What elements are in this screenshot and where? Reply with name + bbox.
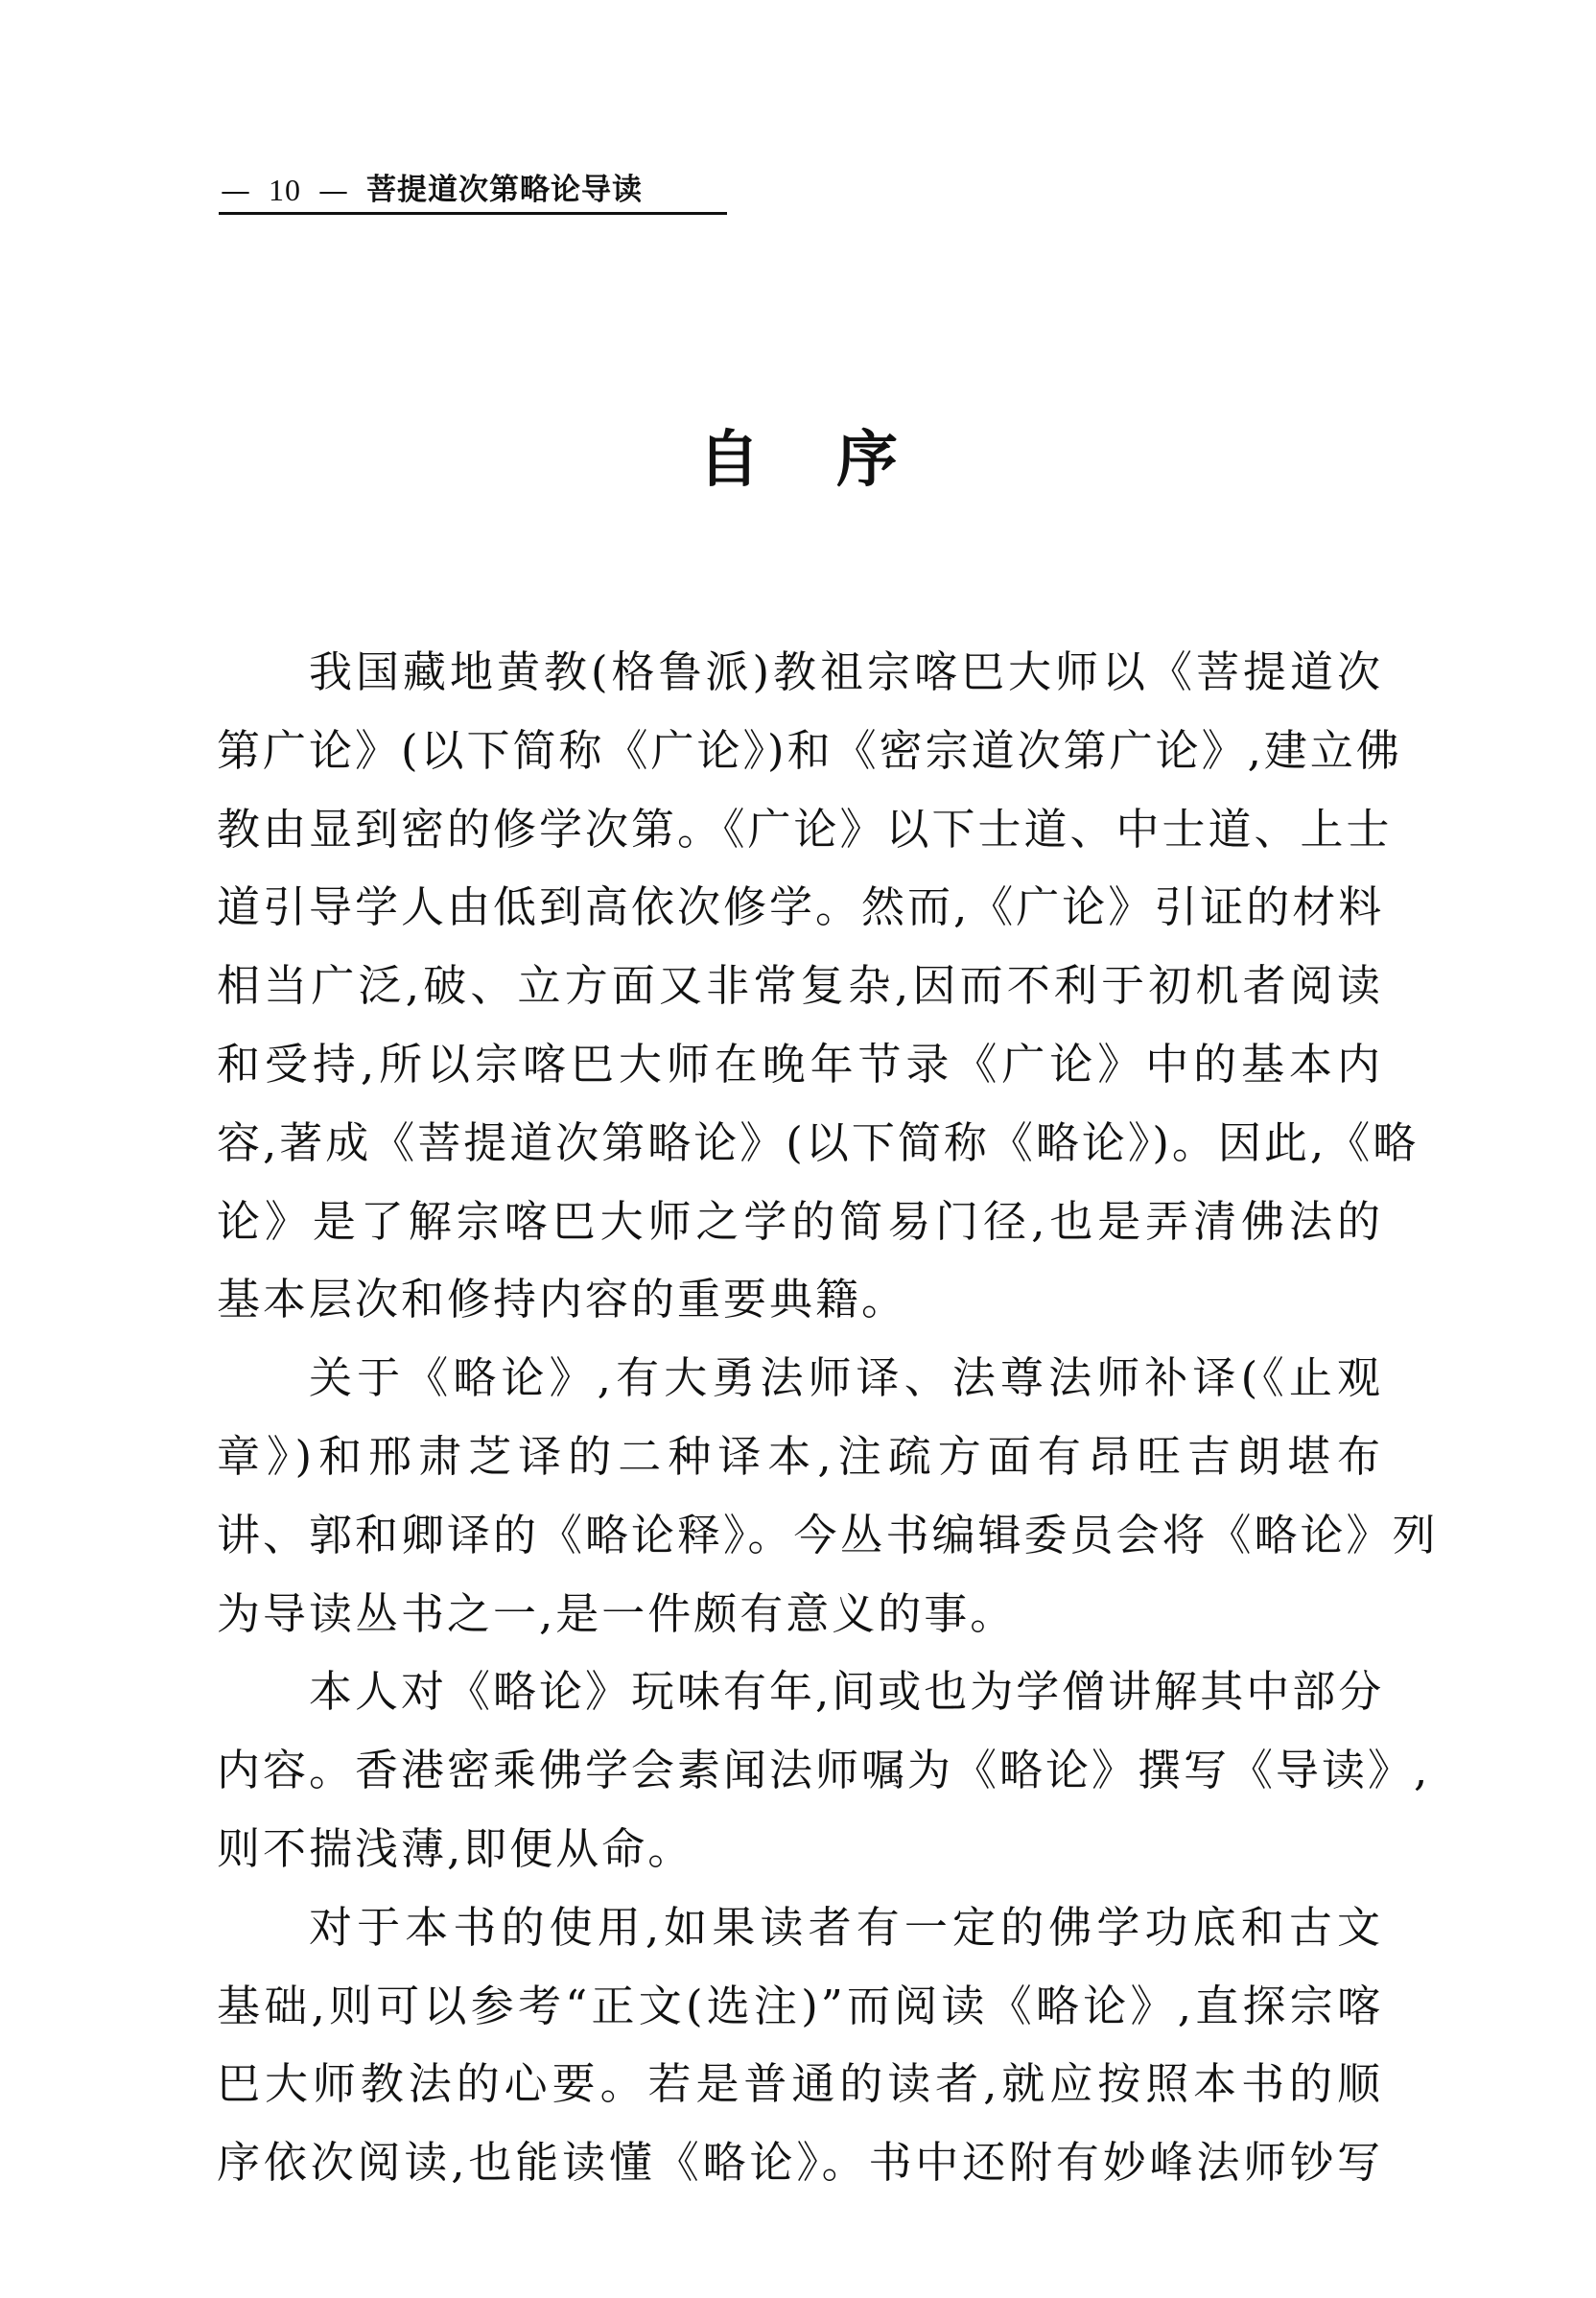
paragraph-line: 第广论》(以下简称《广论》)和《密宗道次第广论》,建立佛 <box>217 724 1402 776</box>
paragraph-line: 我国藏地黄教(格鲁派)教祖宗喀巴大师以《菩提道次 <box>309 646 1383 697</box>
paragraph-line: 序依次阅读,也能读懂《略论》。书中还附有妙峰法师钞写 <box>217 2137 1383 2189</box>
paragraph-line: 为导读丛书之一,是一件颇有意义的事。 <box>217 1587 1017 1639</box>
paragraph-line: 相当广泛,破、立方面又非常复杂,因而不利于初机者阅读 <box>217 960 1383 1012</box>
header-dash-right: — <box>318 174 349 208</box>
paragraph-line: 和受持,所以宗喀巴大师在晚年节录《广论》中的基本内 <box>217 1038 1383 1090</box>
paragraph-line: 对于本书的使用,如果读者有一定的佛学功底和古文 <box>309 1901 1383 1953</box>
chapter-title-char-1: 自 <box>698 424 760 496</box>
paragraph-line: 基本层次和修持内容的重要典籍。 <box>217 1274 908 1325</box>
paragraph-line: 关于《略论》,有大勇法师译、法尊法师补译(《止观 <box>309 1352 1383 1404</box>
paragraph-line: 容,著成《菩提道次第略论》(以下简称《略论》)。因此,《略 <box>217 1116 1420 1168</box>
paragraph-line: 则不揣浅薄,即便从命。 <box>217 1822 694 1874</box>
paragraph-line: 讲、郭和卿译的《略论释》。今丛书编辑委员会将《略论》列 <box>217 1509 1439 1560</box>
running-header <box>219 169 727 215</box>
paragraph-line: 内容。香港密乘佛学会素闻法师嘱为《略论》撰写《导读》, <box>217 1745 1431 1796</box>
header-dash-left: — <box>221 174 251 208</box>
paragraph-line: 章》)和邢肃芝译的二种译本,注疏方面有昂旺吉朗堪布 <box>217 1430 1383 1482</box>
chapter-title <box>0 410 1596 499</box>
body-text <box>217 633 1439 2202</box>
page-number: 10 <box>269 173 301 207</box>
chapter-title-char-2: 序 <box>836 424 898 496</box>
paragraph-line: 道引导学人由低到高依次修学。然而,《广论》引证的材料 <box>217 881 1385 933</box>
paragraph-line: 本人对《略论》玩味有年,间或也为学僧讲解其中部分 <box>309 1666 1385 1718</box>
paragraph-line: 教由显到密的修学次第。《广论》以下士道、中士道、上士 <box>217 803 1393 855</box>
paragraph-line: 巴大师教法的心要。若是普通的读者,就应按照本书的顺 <box>217 2058 1383 2110</box>
paragraph-line: 论》是了解宗喀巴大师之学的简易门径,也是弄清佛法的 <box>217 1195 1383 1247</box>
book-title: 菩提道次第略论导读 <box>366 173 643 207</box>
paragraph-line: 基础,则可以参考“正文(选注)”而阅读《略论》,直探宗喀 <box>217 1980 1383 2031</box>
